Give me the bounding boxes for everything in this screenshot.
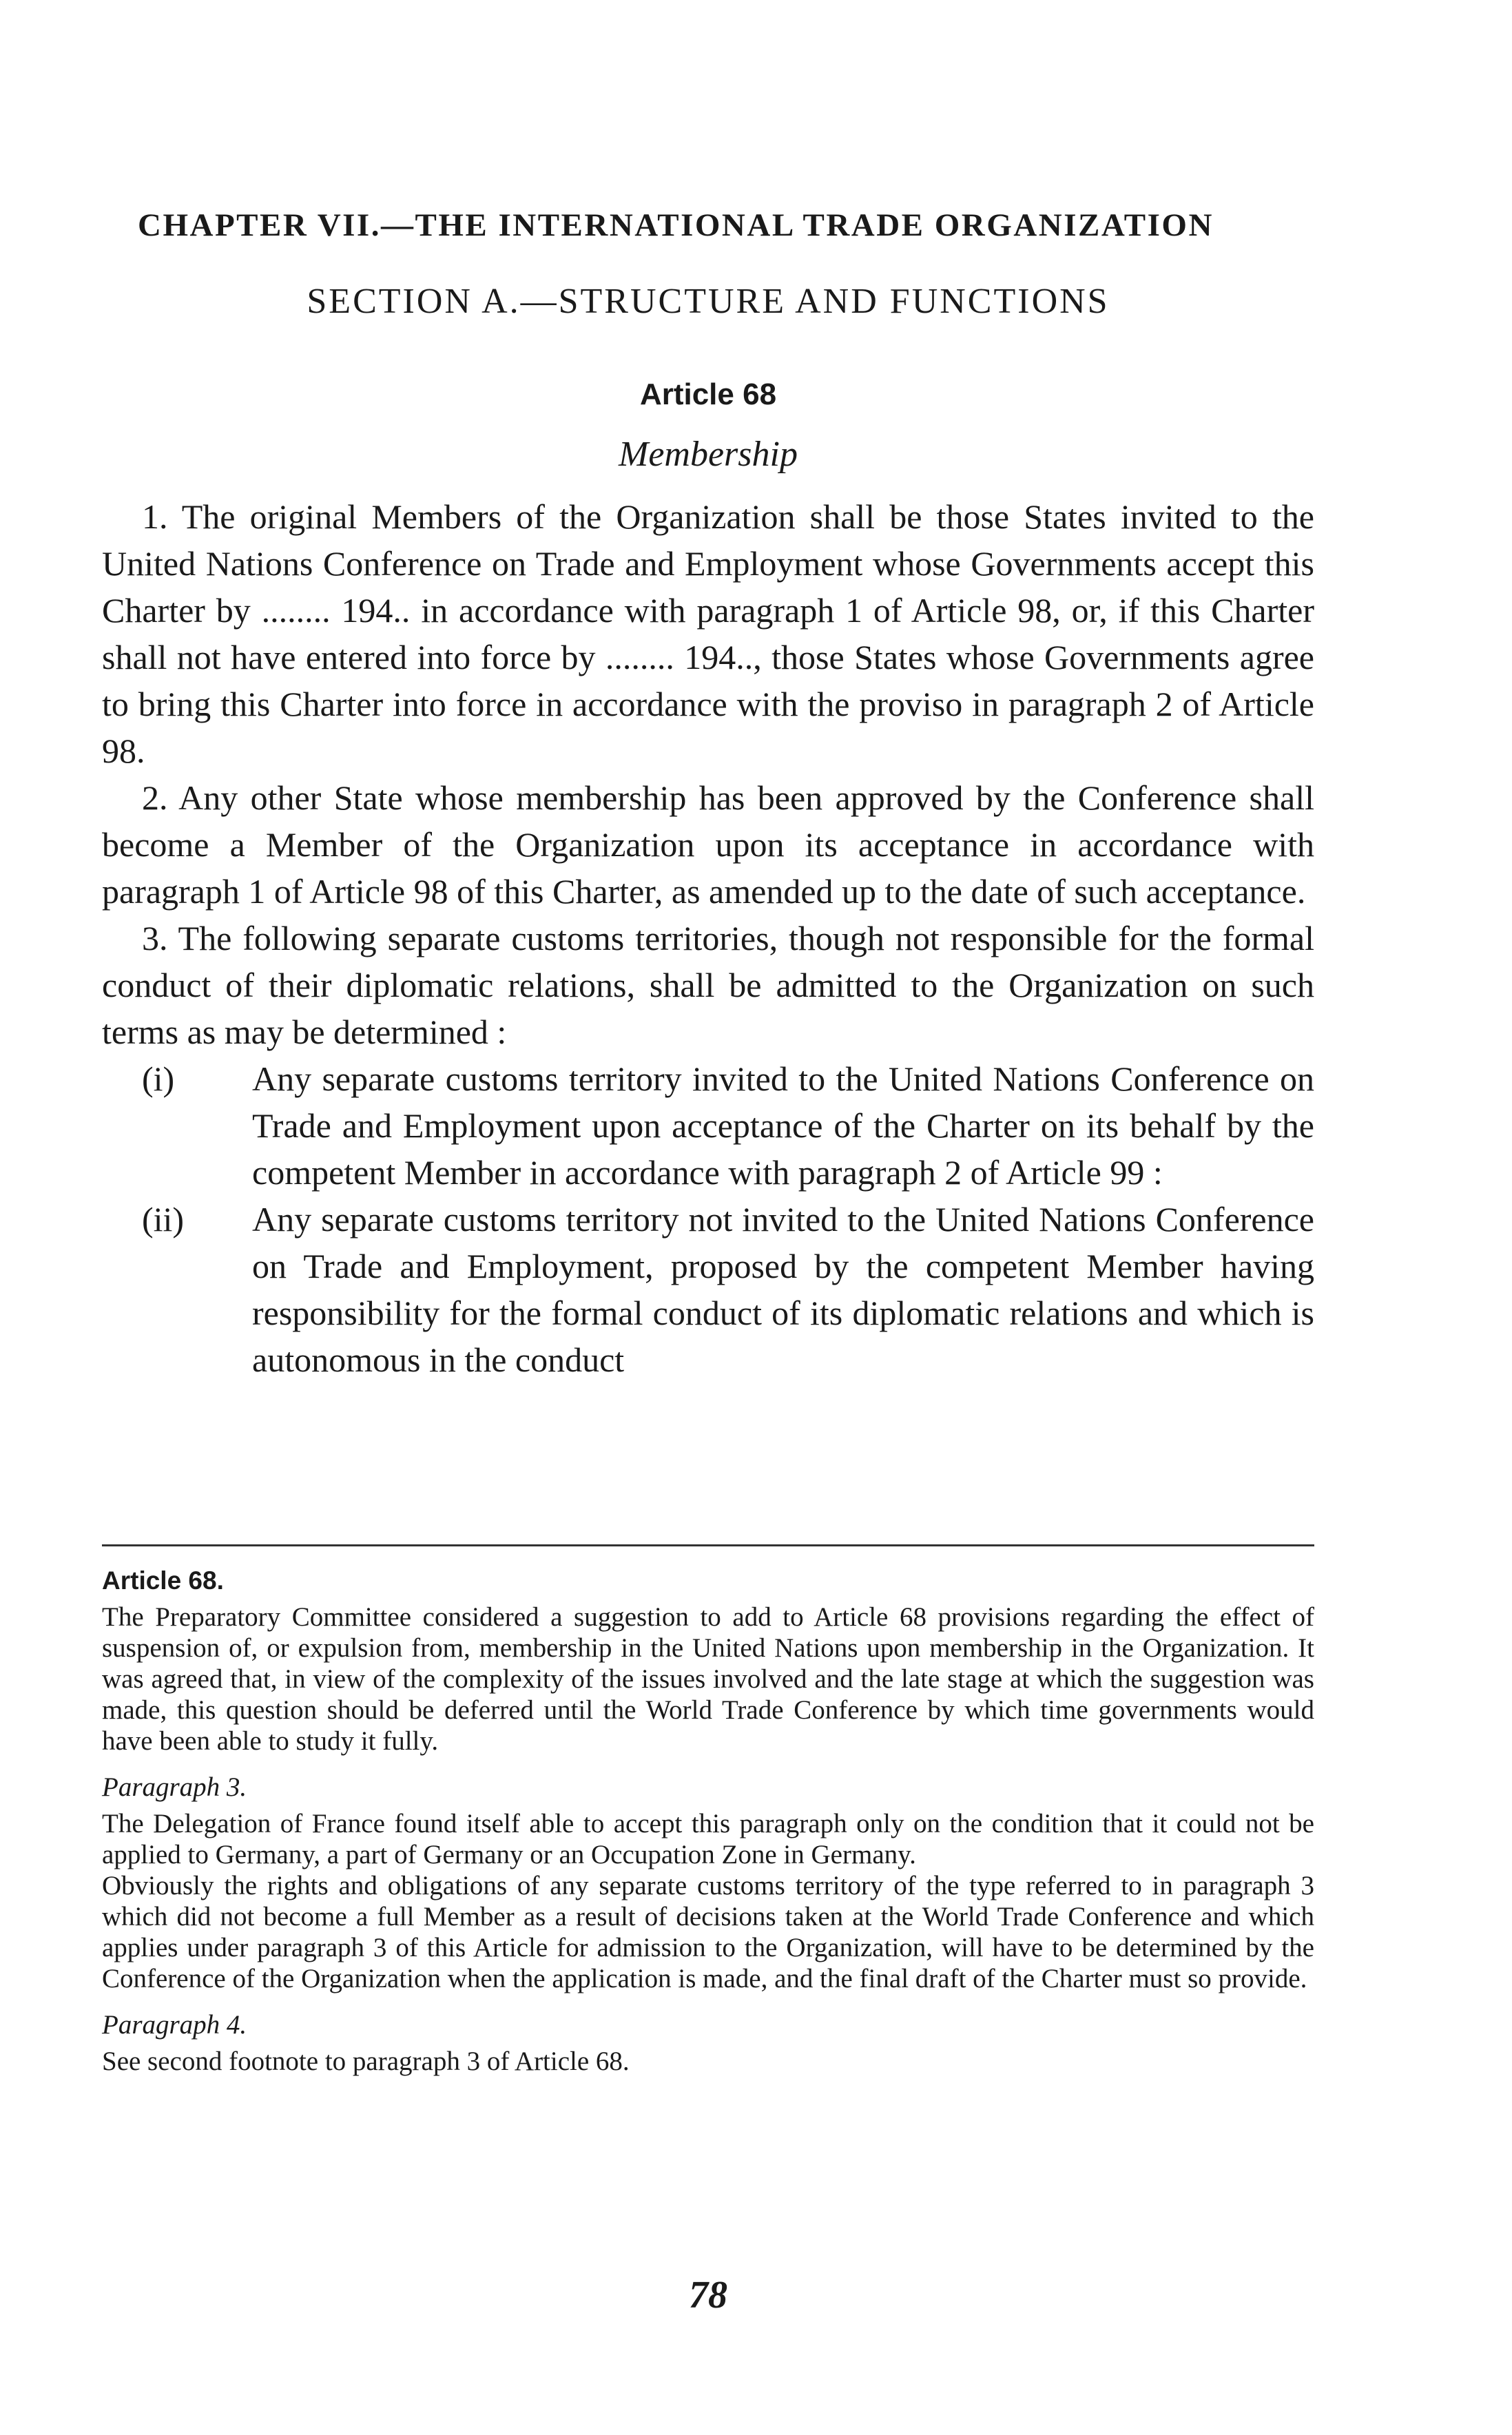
footnote-divider <box>102 1544 1314 1546</box>
article-title: Article 68 <box>639 377 777 411</box>
list-item <box>102 1055 1314 1196</box>
paragraph-1: 1. The original Members of the Organization shall be those States invited to the United Nations Conference on Trade and Employment whose Governments accept this Charter by ........ 194.. in accordance with paragraph 1 of Article 98, or, if this Charter shall not have entered into force by ........ 194.., those States whose Governments agree to bring this Charter into force in accordance with the proviso in paragraph 2 of Article 98. <box>102 497 1314 770</box>
footnote-subheading: Paragraph 3. <box>102 1772 247 1802</box>
list-item-text: Any separate customs territory invited to the United Nations Conference on Trade and Employment upon acceptance of the Charter on its behalf by the competent Member in accordance with paragraph 2 of Article 99 : <box>252 1059 1314 1192</box>
territory-list <box>102 1055 1314 1383</box>
chapter-heading: CHAPTER VII.—THE INTERNATIONAL TRADE ORGANIZATION <box>138 207 1214 243</box>
article-subtitle: Membership <box>619 435 798 474</box>
footnote-heading: Article 68. <box>102 1566 224 1595</box>
article-body <box>102 493 1314 1383</box>
footnote-paragraph: Obviously the rights and obligations of any separate customs territory of the type referred to in paragraph 3 which did not become a full Member as a result of decisions taken at the World Trade Conference and which applies under paragraph 3 of this Article for admission to the Organization, will have to be determined by the Conference of the Organization when the application is made, and the final draft of the Charter must so provide. <box>102 1871 1314 1993</box>
footnote-paragraph: The Preparatory Committee considered a suggestion to add to Article 68 provisions regarding the effect of suspension of, or expulsion from, membership in the United Nations upon membership in the Organization. It was agreed that, in view of the complexity of the issues involved and the late stage at which the suggestion was made, this question should be deferred until the World Trade Conference by which time governments would have been able to study it fully. <box>102 1602 1314 1756</box>
page-number: 78 <box>689 2274 727 2317</box>
paragraph-3: 3. The following separate customs territories, though not responsible for the formal conduct of their diplomatic relations, shall be admitted to the Organization on such terms as may be determined : <box>102 919 1314 1051</box>
section-heading: SECTION A.—STRUCTURE AND FUNCTIONS <box>307 282 1110 321</box>
paragraph-2: 2. Any other State whose membership has been approved by the Conference shall become a Member of the Organization upon its acceptance in accordance with paragraph 1 of Article 98 of this Charter, as amended up to the date of such acceptance. <box>102 778 1314 911</box>
footnote-paragraph: The Delegation of France found itself able to accept this paragraph only on the condition that it could not be applied to Germany, a part of Germany or an Occupation Zone in Germany. <box>102 1809 1314 1869</box>
list-item-number: (ii) <box>142 1200 185 1239</box>
list-item-number: (i) <box>142 1059 175 1098</box>
list-item <box>102 1196 1314 1383</box>
footnote-paragraph: See second footnote to paragraph 3 of Article 68. <box>102 2047 630 2076</box>
footnote-subheading: Paragraph 4. <box>102 2010 247 2040</box>
list-item-text: Any separate customs territory not invited to the United Nations Conference on Trade and Employment, proposed by the competent Member having responsibility for the formal conduct of its diplomatic relations and which is autonomous in the conduct <box>252 1200 1314 1379</box>
footnotes <box>102 1565 1314 2077</box>
